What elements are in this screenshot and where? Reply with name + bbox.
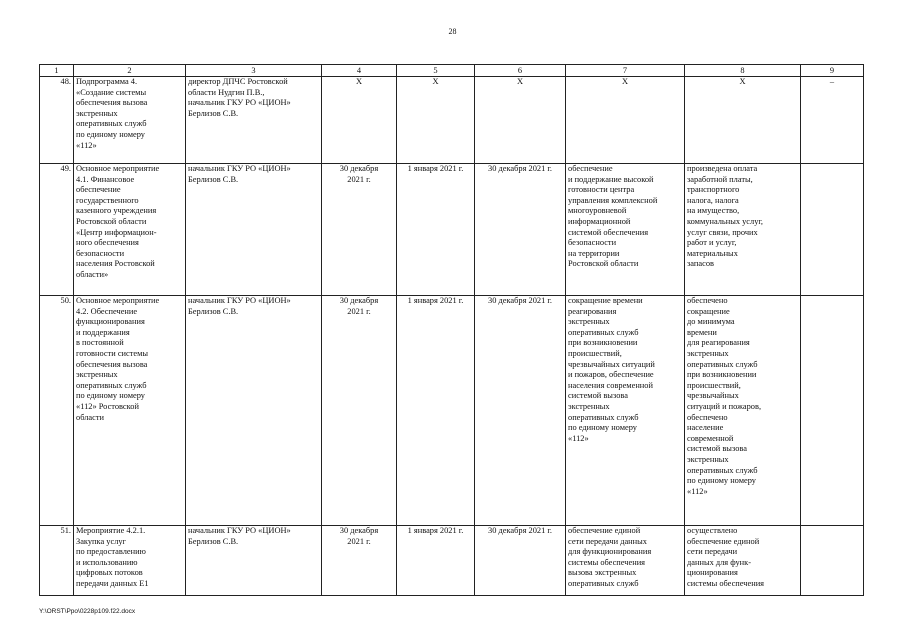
event-name: Мероприятие 4.2.1. Закупка услуг по предоставлению и использованию цифровых потоков передачи данных Е1: [74, 526, 186, 596]
column-header: 6: [475, 65, 566, 77]
responsible-executor: начальник ГКУ РО «ЦИОН» Берлизов С.В.: [186, 164, 322, 296]
column-header: 1: [40, 65, 74, 77]
actual-start-date: 1 января 2021 г.: [397, 164, 475, 296]
achieved-result: обеспечено сокращение до минимума времени для реагирования экстренных оперативных служб при возникновении происшествий, чрезвычайных ситуаций и пожаров, обеспечено население современной системой вызова экстренных оперативных служб по единому номеру «112»: [685, 296, 801, 526]
actual-start-date: 1 января 2021 г.: [397, 296, 475, 526]
table-header-row: [40, 65, 864, 77]
column-header: 7: [566, 65, 685, 77]
planned-result: сокращение времени реагирования экстренных оперативных служб при возникновении происшествий, чрезвычайных ситуаций и пожаров, обеспечение населения современной системой вызова экстренных оперативных служб по единому номеру «112»: [566, 296, 685, 526]
planned-end-date: 30 декабря 2021 г.: [322, 296, 397, 526]
table-row: [40, 296, 864, 526]
table-row: [40, 77, 864, 164]
actual-start-date: X: [397, 77, 475, 164]
row-number: 48.: [40, 77, 74, 164]
actual-start-date: 1 января 2021 г.: [397, 526, 475, 596]
achieved-result: произведена оплата заработной платы, транспортного налога, налога на имущество, коммунальных услуг, услуг связи, прочих работ и услуг, материальных запасов: [685, 164, 801, 296]
page-number: 28: [448, 27, 457, 36]
notes: –: [801, 77, 864, 164]
table-row: [40, 164, 864, 296]
planned-end-date: X: [322, 77, 397, 164]
actual-end-date: 30 декабря 2021 г.: [475, 526, 566, 596]
plan-table: [39, 64, 864, 596]
table-row: [40, 526, 864, 596]
actual-end-date: X: [475, 77, 566, 164]
achieved-result: осуществлено обеспечение единой сети передачи данных для функ- ционирования системы обеспечения: [685, 526, 801, 596]
responsible-executor: директор ДПЧС Ростовской области Нудгин П.В., начальник ГКУ РО «ЦИОН» Берлизов С.В.: [186, 77, 322, 164]
column-header: 4: [322, 65, 397, 77]
event-name: Основное мероприятие 4.2. Обеспечение функционирования и поддержания в постоянной готовности системы обеспечения вызова экстренных оперативных служб по единому номеру «112» Ростовской области: [74, 296, 186, 526]
event-name: Подпрограмма 4. «Создание системы обеспечения вызова экстренных оперативных служб по единому номеру «112»: [74, 77, 186, 164]
column-header: 2: [74, 65, 186, 77]
responsible-executor: начальник ГКУ РО «ЦИОН» Берлизов С.В.: [186, 526, 322, 596]
row-number: 50.: [40, 296, 74, 526]
file-path-footer: Y:\ORST\Ppo\0228p109.f22.docx: [39, 608, 136, 615]
planned-end-date: 30 декабря 2021 г.: [322, 526, 397, 596]
achieved-result: X: [685, 77, 801, 164]
row-number: 49.: [40, 164, 74, 296]
event-name: Основное мероприятие 4.1. Финансовое обеспечение государственного казенного учреждения Ростовской области «Центр информацион- ного обеспечения безопасности населения Ростовской области»: [74, 164, 186, 296]
column-header: 3: [186, 65, 322, 77]
planned-result: обеспечение и поддержание высокой готовности центра управления комплексной многоуровневой информационной системой обеспечения безопасности на территории Ростовской области: [566, 164, 685, 296]
actual-end-date: 30 декабря 2021 г.: [475, 164, 566, 296]
notes: [801, 164, 864, 296]
planned-end-date: 30 декабря 2021 г.: [322, 164, 397, 296]
responsible-executor: начальник ГКУ РО «ЦИОН» Берлизов С.В.: [186, 296, 322, 526]
column-header: 9: [801, 65, 864, 77]
column-header: 8: [685, 65, 801, 77]
row-number: 51.: [40, 526, 74, 596]
column-header: 5: [397, 65, 475, 77]
planned-result: X: [566, 77, 685, 164]
actual-end-date: 30 декабря 2021 г.: [475, 296, 566, 526]
notes: [801, 296, 864, 526]
planned-result: обеспечение единой сети передачи данных для функционирования системы обеспечения вызова экстренных оперативных служб: [566, 526, 685, 596]
notes: [801, 526, 864, 596]
